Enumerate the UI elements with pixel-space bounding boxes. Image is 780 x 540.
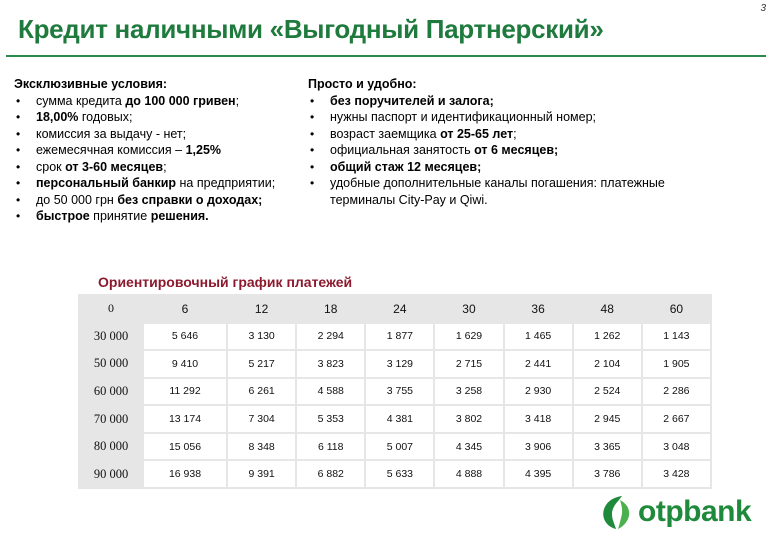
table-cell: 6 261	[228, 379, 295, 405]
table-cell: 3 823	[297, 351, 364, 377]
otpbank-wordmark: otpbank	[638, 495, 752, 528]
table-cell: 2 441	[505, 351, 572, 377]
table-cell: 2 715	[435, 351, 502, 377]
simple-and-convenient-list	[308, 93, 728, 209]
table-cell: 2 104	[574, 351, 641, 377]
list-item: • без поручителей и залога;	[308, 93, 728, 110]
header-cell: 6	[144, 296, 226, 322]
table-cell: 11 292	[144, 379, 226, 405]
table-cell: 1 629	[435, 324, 502, 350]
table-cell: 5 007	[366, 434, 433, 460]
page-number: 3	[760, 3, 766, 14]
table-row	[80, 461, 710, 487]
list-item: • общий стаж 12 месяцев;	[308, 159, 728, 176]
exclusive-conditions	[14, 76, 284, 225]
list-item: • возраст заемщика от 25-65 лет;	[308, 126, 728, 143]
table-cell: 3 428	[643, 461, 710, 487]
exclusive-conditions-heading: Эксклюзивные условия:	[14, 77, 168, 91]
table-cell: 2 930	[505, 379, 572, 405]
row-header-cell: 90 000	[80, 461, 142, 487]
table-cell: 2 945	[574, 406, 641, 432]
list-item: • удобные дополнительные каналы погашения: платежные терминалы City-Pay и Qiwi.	[308, 175, 728, 208]
list-item: • официальная занятость от 6 месяцев;	[308, 142, 728, 159]
table-row	[80, 324, 710, 350]
list-item: • 18,00% годовых;	[14, 109, 284, 126]
list-item: • срок от 3-60 месяцев;	[14, 159, 284, 176]
header-cell: 24	[366, 296, 433, 322]
table-cell: 3 786	[574, 461, 641, 487]
table-cell: 3 418	[505, 406, 572, 432]
table-cell: 6 118	[297, 434, 364, 460]
table-cell: 2 286	[643, 379, 710, 405]
table-cell: 1 905	[643, 351, 710, 377]
table-cell: 8 348	[228, 434, 295, 460]
table-cell: 3 129	[366, 351, 433, 377]
table-cell: 7 304	[228, 406, 295, 432]
page-title: Кредит наличными «Выгодный Партнерский»	[18, 14, 604, 44]
header-cell: 12	[228, 296, 295, 322]
row-header-cell: 60 000	[80, 379, 142, 405]
table-row	[80, 434, 710, 460]
table-cell: 3 048	[643, 434, 710, 460]
table-cell: 6 882	[297, 461, 364, 487]
table-cell: 1 143	[643, 324, 710, 350]
table-cell: 4 345	[435, 434, 502, 460]
table-cell: 4 395	[505, 461, 572, 487]
table-cell: 1 877	[366, 324, 433, 350]
exclusive-conditions-list	[14, 93, 284, 225]
table-cell: 1 465	[505, 324, 572, 350]
header-cell: 30	[435, 296, 502, 322]
table-cell: 15 056	[144, 434, 226, 460]
table-row	[80, 379, 710, 405]
list-item: • ежемесячная комиссия – 1,25%	[14, 142, 284, 159]
table-cell: 2 524	[574, 379, 641, 405]
table-cell: 4 381	[366, 406, 433, 432]
table-row	[80, 406, 710, 432]
header-cell: 60	[643, 296, 710, 322]
table-cell: 2 667	[643, 406, 710, 432]
simple-and-convenient-heading: Просто и удобно:	[308, 77, 417, 91]
list-item: • сумма кредита до 100 000 гривен;	[14, 93, 284, 110]
list-item: • персональный банкир на предприятии;	[14, 175, 284, 192]
payment-schedule-table	[78, 294, 712, 489]
header-cell: 0	[80, 296, 142, 322]
table-cell: 3 906	[505, 434, 572, 460]
header-cell: 48	[574, 296, 641, 322]
table-cell: 3 755	[366, 379, 433, 405]
table-header-row	[80, 296, 710, 322]
table-cell: 4 588	[297, 379, 364, 405]
header-cell: 36	[505, 296, 572, 322]
row-header-cell: 70 000	[80, 406, 142, 432]
table-cell: 1 262	[574, 324, 641, 350]
table-cell: 3 258	[435, 379, 502, 405]
simple-and-convenient	[308, 76, 728, 208]
row-header-cell: 50 000	[80, 351, 142, 377]
row-header-cell: 30 000	[80, 324, 142, 350]
payment-schedule-title: Ориентировочный график платежей	[98, 274, 353, 290]
list-item: • комиссия за выдачу - нет;	[14, 126, 284, 143]
table-cell: 5 646	[144, 324, 226, 350]
table-cell: 5 217	[228, 351, 295, 377]
table-cell: 4 888	[435, 461, 502, 487]
table-cell: 3 365	[574, 434, 641, 460]
table-row	[80, 351, 710, 377]
header-cell: 18	[297, 296, 364, 322]
otpbank-leaf-icon	[598, 494, 634, 532]
table-cell: 3 130	[228, 324, 295, 350]
list-item: • до 50 000 грн без справки о доходах;	[14, 192, 284, 209]
table-cell: 5 633	[366, 461, 433, 487]
otpbank-logo	[598, 494, 768, 534]
list-item: • быстрое принятие решения.	[14, 208, 284, 225]
title-divider	[6, 55, 766, 57]
table-cell: 16 938	[144, 461, 226, 487]
table-cell: 13 174	[144, 406, 226, 432]
table-cell: 5 353	[297, 406, 364, 432]
list-item: • нужны паспорт и идентификационный номер;	[308, 109, 728, 126]
table-cell: 3 802	[435, 406, 502, 432]
table-cell: 9 391	[228, 461, 295, 487]
table-cell: 9 410	[144, 351, 226, 377]
table-cell: 2 294	[297, 324, 364, 350]
row-header-cell: 80 000	[80, 434, 142, 460]
